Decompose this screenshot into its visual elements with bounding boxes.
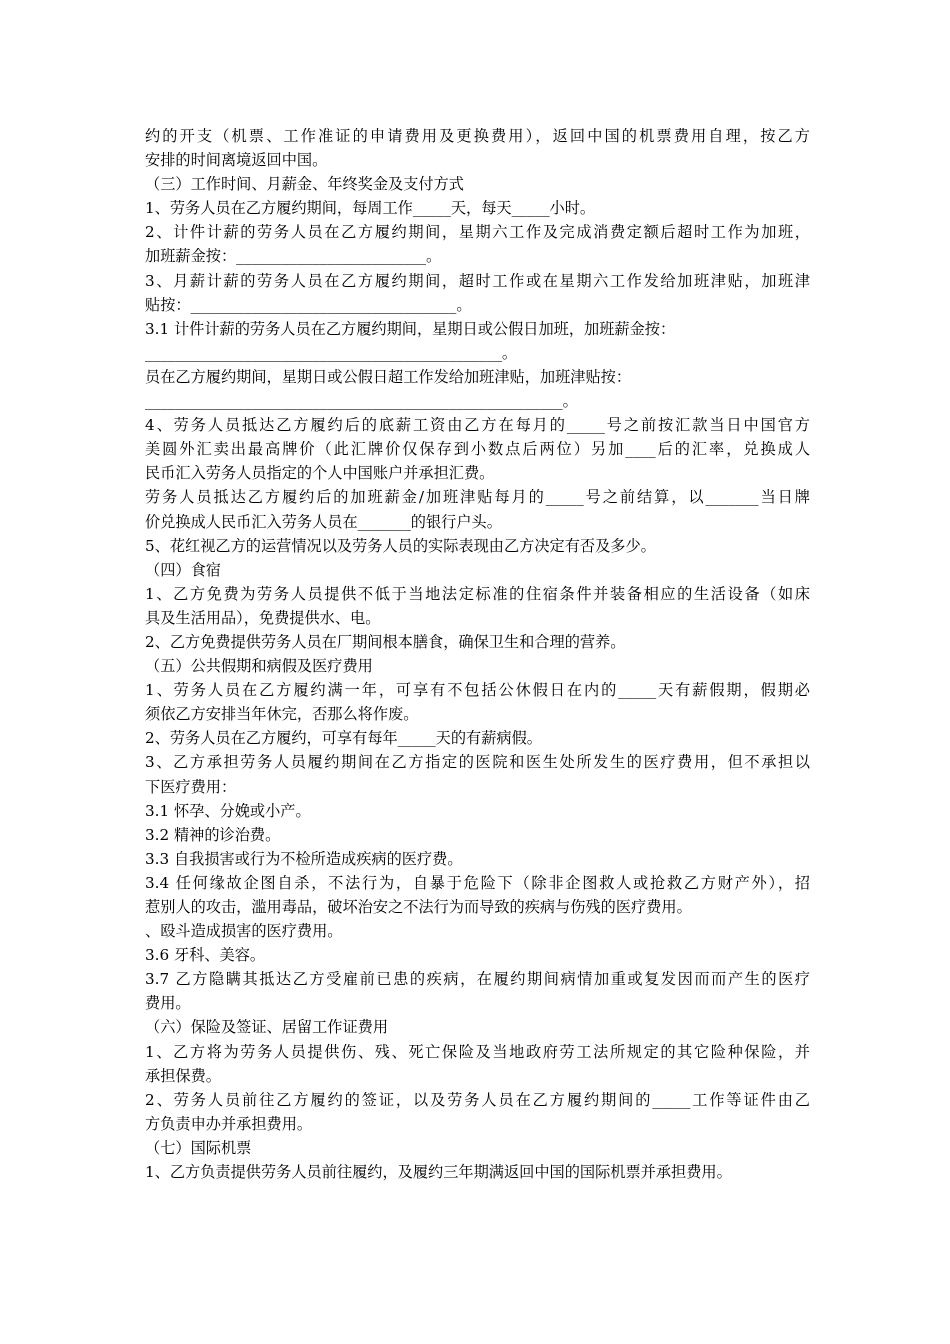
text-line: 惹别人的攻击，滥用毒品，破坏治安之不法行为而导致的疾病与伤残的医疗费用。 — [145, 898, 692, 916]
text-line: 2、劳务人员在乙方履约，可享有每年_____天的有薪病假。 — [145, 729, 542, 748]
document-page — [145, 124, 810, 1184]
text-line: 、殴斗造成损害的医疗费用。 — [145, 922, 343, 941]
text-line: 4、劳务人员抵达乙方履约后的底薪工资由乙方在每月的_____号之前按汇款当日中国官方 — [145, 416, 810, 435]
text-line: 1、乙方负责提供劳务人员前往履约，及履约三年期满返回中国的国际机票并承担费用。 — [145, 1163, 732, 1182]
text-line: 3、月薪计薪的劳务人员在乙方履约期间，超时工作或在星期六工作发给加班津贴，加班津 — [145, 271, 810, 290]
text-line: （七）国际机票 — [145, 1138, 252, 1157]
text-line: 劳务人员抵达乙方履约后的加班薪金/加班津贴每月的_____号之前结算，以_______当日牌 — [145, 488, 810, 507]
text-line: 加班薪金按：_________________________。 — [145, 247, 442, 266]
text-line: 安排的时间离境返回中国。 — [145, 151, 328, 170]
text-line: 5、花红视乙方的运营情况以及劳务人员的实际表现由乙方决定有否及多少。 — [145, 536, 656, 555]
text-line: 须依乙方安排当年休完，否那么将作废。 — [145, 705, 419, 724]
text-line: （五）公共假期和病假及医疗费用 — [145, 657, 373, 676]
text-line: 1、劳务人员在乙方履约满一年，可享有不包括公休假日在内的_____天有薪假期，假期必 — [145, 681, 810, 700]
text-line: （六）保险及签证、居留工作证费用 — [145, 1018, 388, 1037]
text-line: 员在乙方履约期间，星期日或公假日超工作发给加班津贴，加班津贴按： — [145, 367, 631, 386]
text-line: 方负责申办并承担费用。 — [145, 1114, 313, 1133]
text-line: 1、乙方免费为劳务人员提供不低于当地法定标准的住宿条件并装备相应的生活设备（如床 — [145, 584, 810, 603]
text-line: （三）工作时间、月薪金、年终奖金及支付方式 — [145, 175, 464, 194]
text-line: 3.1 计件计薪的劳务人员在乙方履约期间，星期日或公假日加班，加班薪金按： — [145, 319, 676, 338]
text-line: 3.7 乙方隐瞒其抵达乙方受雇前已患的疾病，在履约期间病情加重或复发因而而产生的医疗 — [145, 970, 810, 989]
text-line: 2、乙方免费提供劳务人员在厂期间根本膳食，确保卫生和合理的营养。 — [145, 632, 626, 651]
text-line: 贴按：___________________________________。 — [145, 295, 472, 314]
text-line: 2、劳务人员前往乙方履约的签证，以及劳务人员在乙方履约期间的_____工作等证件由乙 — [145, 1090, 810, 1109]
text-line: 民币汇入劳务人员指定的个人中国账户并承担汇费。 — [145, 464, 495, 483]
text-line: 下医疗费用： — [145, 777, 237, 796]
text-line: _______________________________________________。 — [145, 343, 518, 362]
text-line: 具及生活用品），免费提供水、电。 — [145, 608, 381, 627]
text-line: 3.3 自我损害或行为不检所造成疾病的医疗费。 — [145, 849, 463, 868]
text-line: （四）食宿 — [145, 560, 221, 579]
text-line: _______________________________________________________。 — [145, 392, 578, 411]
text-line: 约的开支（机票、工作准证的申请费用及更换费用），返回中国的机票费用自理，按乙方 — [145, 127, 810, 145]
text-line: 费用。 — [145, 994, 191, 1013]
text-line: 承担保费。 — [145, 1066, 221, 1085]
text-line: 1、乙方将为劳务人员提供伤、残、死亡保险及当地政府劳工法所规定的其它险种保险，并 — [145, 1042, 810, 1061]
text-line: 2、计件计薪的劳务人员在乙方履约期间，星期六工作及完成消费定额后超时工作为加班， — [145, 223, 810, 242]
text-line: 3.2 精神的诊治费。 — [145, 825, 281, 844]
text-line: 3.6 牙科、美容。 — [145, 946, 266, 965]
text-line: 3.1 怀孕、分娩或小产。 — [145, 801, 311, 820]
text-line: 价兑换成人民币汇入劳务人员在_______的银行户头。 — [145, 512, 502, 531]
text-line: 美圆外汇卖出最高牌价（此汇牌价仅保存到小数点后两位）另加____后的汇率，兑换成人 — [145, 440, 810, 459]
text-line: 3、乙方承担劳务人员履约期间在乙方指定的医院和医生处所发生的医疗费用，但不承担以 — [145, 753, 810, 772]
text-line: 1、劳务人员在乙方履约期间，每周工作_____天，每天_____小时。 — [145, 199, 596, 218]
text-line: 3.4 任何缘故企图自杀，不法行为，自暴于危险下（除非企图救人或抢救乙方财产外），招 — [145, 873, 810, 892]
